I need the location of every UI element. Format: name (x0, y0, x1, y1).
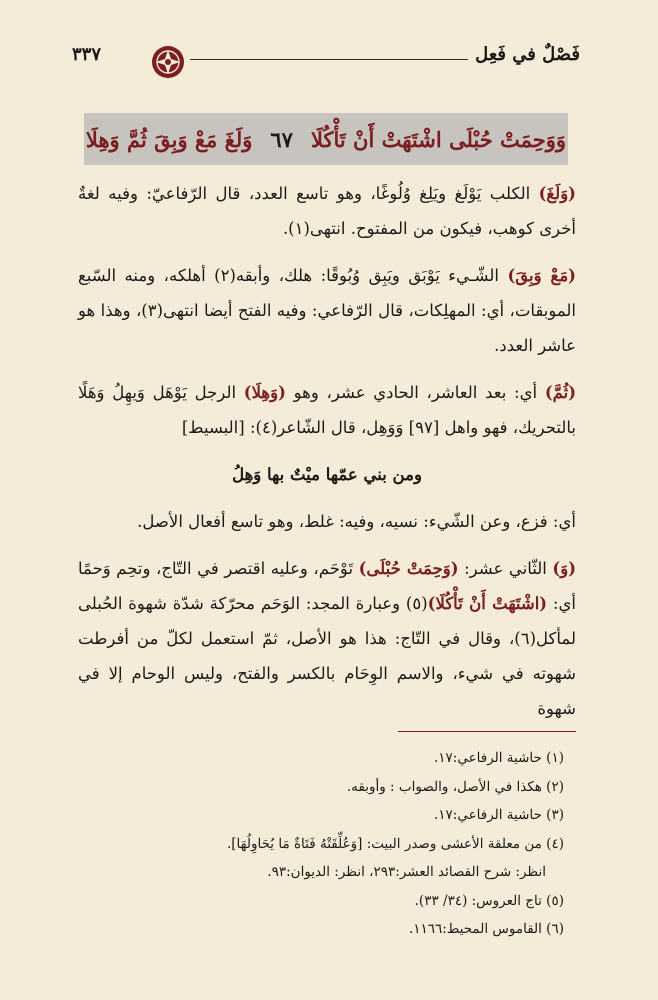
footnote-6: (٦) القاموس المحيط:١١٦٦. (408, 921, 564, 937)
footnote-3: (٣) حاشية الرفاعي:١٧. (433, 807, 564, 823)
term-wahila: (وَهِلَا) (243, 383, 286, 402)
paragraph-text: الرجل يَوْهَل وَيهِلُ (112, 383, 244, 402)
footnote-5: (٥) تاج العروس: (٣٤/ ٣٣). (414, 892, 564, 909)
verse-number: ٦٧ (270, 126, 293, 152)
footnotes (90, 744, 564, 944)
paragraph-text: الكلب يَوْلَغ ويَلِغ وُلُوغًا، وهو تاسع العدد، قال الرّفاعيّ: وفيه لغةٌ (78, 184, 539, 203)
paragraph-text: عاشر العدد. (494, 336, 576, 355)
paragraph-wahila (78, 375, 576, 445)
paragraph-walagha (78, 176, 576, 246)
footnote-4: (٤) من معلقة الأعشى وصدر البيت: [وَعُلِّقَتْهُ فَتَاةٌ مَا يُحَاوِلُهَا]. (226, 835, 564, 852)
paragraph-wabiqa (78, 258, 576, 363)
footnote-2: (٢) هكذا في الأصل، والصواب : وأوبقه. (346, 778, 564, 795)
ornament-icon (150, 44, 186, 80)
verse-left-hemistich: وَلَغَ مَعْ وَبِقَ ثُمَّ وَهِلَا (85, 126, 253, 152)
paragraph-text: تَوْحَم، وعليه اقتصر في التّاج، وتحِم (116, 559, 359, 578)
paragraph-text: الحُبلى لمأكل(٦)، وقال في التّاج: هذا هو الأصل، ثمّ استعمل لكلّ من أفرطت (78, 594, 576, 648)
term-wa: (وَ) (552, 559, 577, 578)
paragraph-text: الشّـيء يَوْبَق ويَبِق وُبُوقًا: هلك، وأبقه(٢) أهلكه، ومنه السّبع (78, 266, 508, 285)
verse-right-hemistich: وَوَحِمَتْ حُبْلَى اشْتَهَتْ أَنْ تَأْكُلَا (310, 126, 567, 152)
term-thumma: (ثُمَّ) (544, 383, 576, 402)
term-wabiqa: (مَعْ وَبِقَ) (507, 266, 576, 285)
verse-line (84, 113, 568, 165)
header-rule (190, 59, 468, 60)
term-walagha: (وَلَغَ) (538, 184, 576, 203)
page-header (72, 44, 580, 76)
paragraph-text: (٥) وعبارة المجد: الوَحَم محرّكة شدّة شهوة (128, 594, 428, 613)
paragraph-text: أخرى كوهب، فيكون من المفتوح. انتهى(١). (282, 219, 576, 238)
page-number: ٣٣٧ (72, 44, 102, 65)
paragraph-text: شهوته في شيء، والاسم الوِحَام بالكسر والفتح، وليس الوحام إلا في شهوة (78, 664, 576, 718)
commentary-body (78, 176, 576, 738)
footnote-1: (١) حاشية الرفاعي:١٧. (433, 750, 564, 766)
footnote-divider (398, 731, 576, 732)
paragraph-text: وَهَلًا بالتحريك، فهو واهل [٩٧] وَوَهِل، قال الشّاعر(٤): [البسيط] (78, 383, 576, 437)
paragraph-text: وَحمًا أي: (78, 559, 576, 613)
chapter-title: فَصْلٌ في فَعِل (475, 44, 580, 65)
paragraph-meaning: أي: فزع، وعن الشّيء: نسيه، وفيه: غلط، وهو تاسع أفعال الأصل. (137, 512, 576, 531)
paragraph-text: الموبقات، أي: المهلِكات، قال الرّفاعي: وفيه الفتح أيضا انتهى(٣)، وهذا هو (78, 301, 576, 320)
term-ishtahat: (اشْتَهَتْ أَنْ تَأْكُلَا) (427, 594, 548, 613)
paragraph-text: الثّاني عشر: (458, 559, 553, 578)
paragraph-text: أي: بعد العاشر، الحادي عشر، وهو (285, 383, 545, 402)
poetry-line: ومن بني عمّها ميْتٌ بها وَهِلُ (232, 465, 422, 484)
term-wahimat: (وَحِمَتْ حُبْلَى) (358, 559, 459, 578)
footnote-4-continued: انظر: شرح القصائد العشر:٢٩٣، انظر: الديوان:٩٣. (267, 864, 546, 880)
paragraph-wahimat (78, 551, 576, 726)
